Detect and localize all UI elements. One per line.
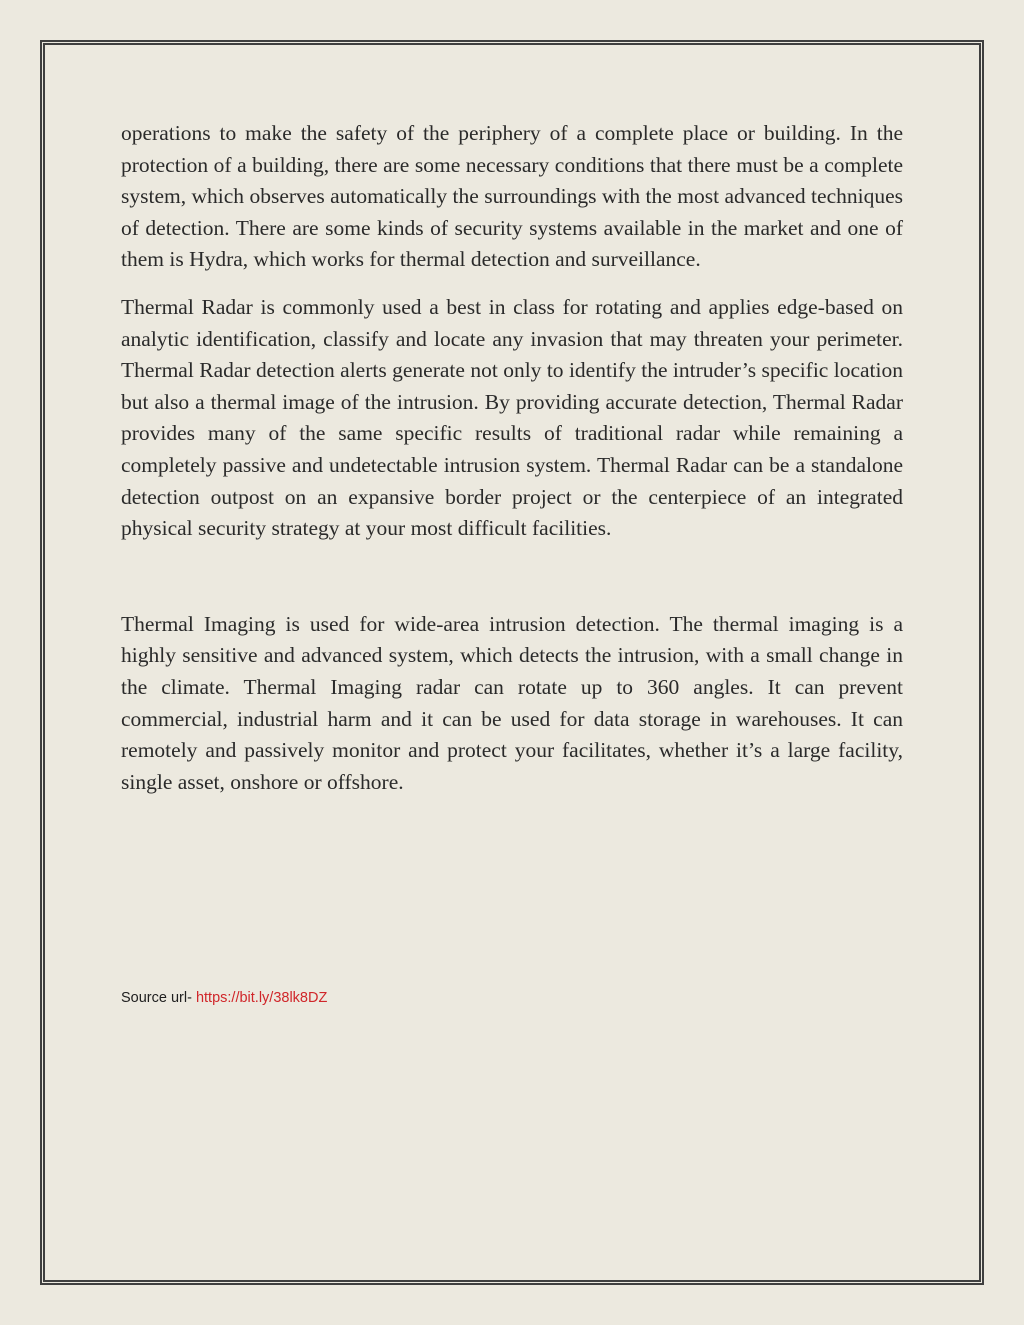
paragraph-thermal-imaging: Thermal Imaging is used for wide-area intrusion detection. The thermal imaging is a highly sensitive and advanced system, which detects the intrusion, with a small change in the climate. Thermal Imaging radar can rotate up to 360 angles. It can prevent commercial, industrial harm and it can be used for data storage in warehouses. It can remotely and passively monitor and protect your facilitates, whether it’s a large facility, single asset, onshore or offshore. [121,611,903,794]
paragraph-thermal-radar: Thermal Radar is commonly used a best in class for rotating and applies edge-based on analytic identification, classify and locate any invasion that may threaten your perimeter. Thermal Radar detection alerts generate not only to identify the intruder’s specific location but also a thermal image of the intrusion. By providing accurate detection, Thermal Radar provides many of the same specific results of traditional radar while remaining a completely passive and undetectable intrusion system. Thermal Radar can be a standalone detection outpost on an expansive border project or the centerpiece of an integrated physical security strategy at your most difficult facilities. [121,294,903,541]
document-body [121,118,903,798]
source-line [121,988,327,1008]
paragraph-intro: operations to make the safety of the periphery of a complete place or building. In the protection of a building, there are some necessary conditions that there must be a complete system, which observes automatically the surroundings with the most advanced techniques of detection. There are some kinds of security systems available in the market and one of them is Hydra, which works for thermal detection and surveillance. [121,121,903,272]
source-link[interactable]: https://bit.ly/38lk8DZ [195,990,328,1006]
source-label: Source url- [121,990,196,1006]
